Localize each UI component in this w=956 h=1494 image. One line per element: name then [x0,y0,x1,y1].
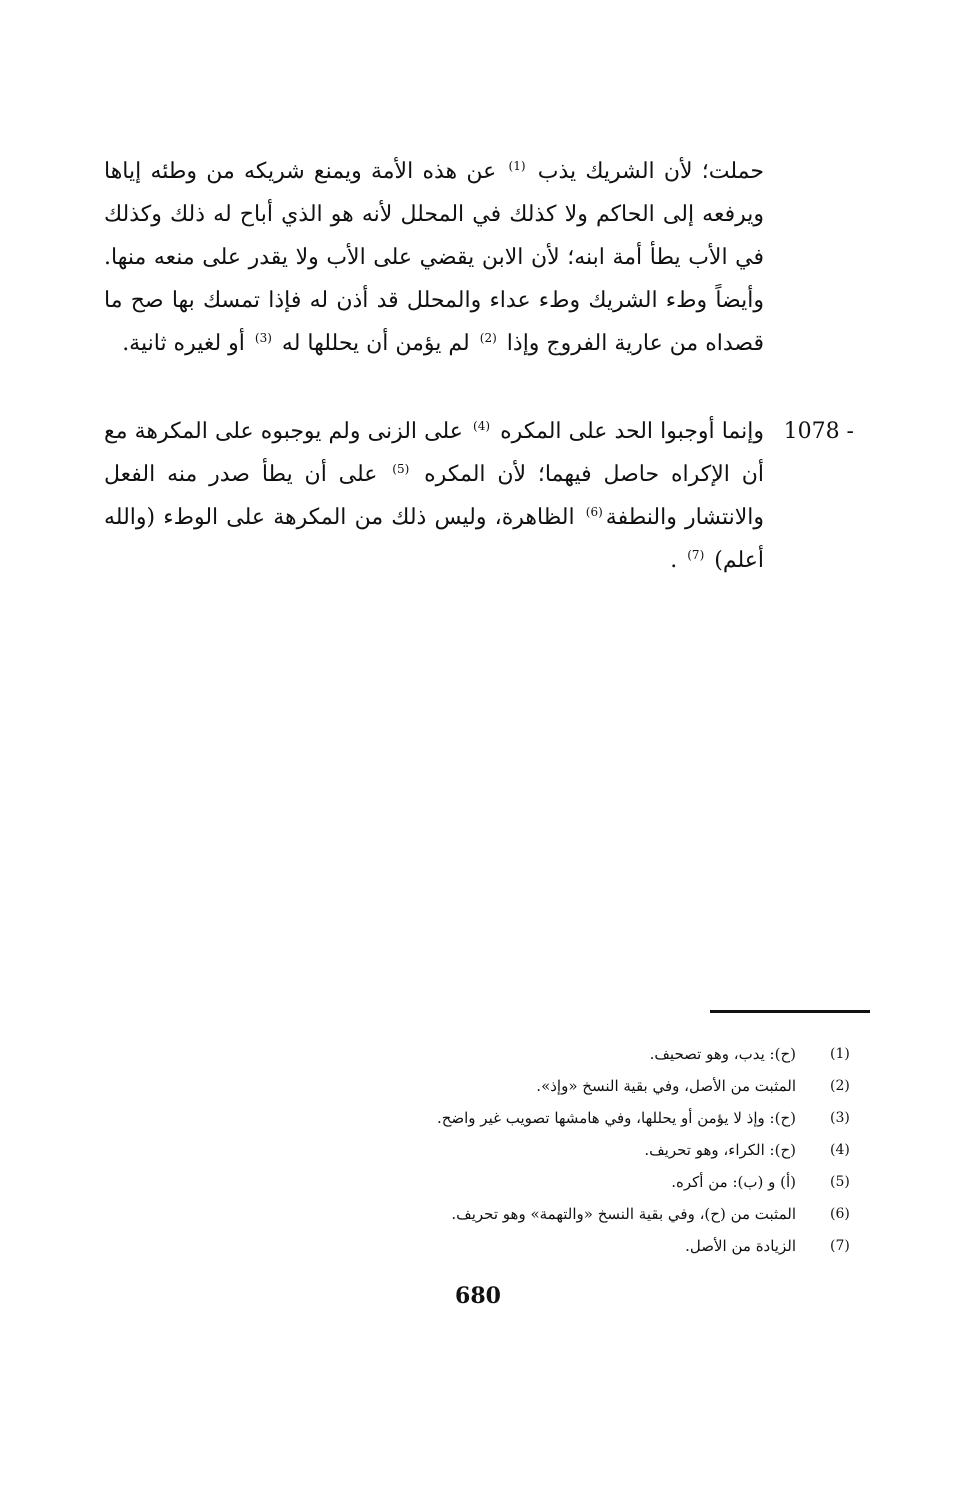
footnote-number: (3) [830,1110,850,1126]
footnote-item [300,1166,852,1198]
para1-text-2: عن هذه الأمة ويمنع شريكه من وطئه إياها ويرفعه إلى الحاكم ولا كذلك في المحلل لأنه هو الذي أباح له ذلك وكذلك في الأب يطأ أمة ابنه؛ لأن الابن يقضي على الأب ولا يقدر على منعه منها. وأيضاً وطء الشريك وطء عداء والمحلل قد أذن له فإذا تمسك بها صح ما قصداه من عارية الفروج وإذا [104,159,764,356]
footnote-text: المثبت من (ح)، وفي بقية النسخ «والتهمة» وهو تحريف. [451,1205,796,1223]
footnote-text: (ح): يدب، وهو تصحيف. [649,1045,796,1063]
item-number: 1078 - [783,419,854,444]
footnote-ref-4: (4) [473,418,491,433]
footnote-number: (4) [830,1142,850,1158]
footnote-ref-3: (3) [254,330,272,345]
body-paragraph-2 [104,410,854,582]
footnote-number: (1) [830,1046,850,1062]
footnote-number: (6) [830,1206,850,1222]
footnote-ref-6: (6) [585,504,603,519]
footnote-ref-2: (2) [479,330,497,345]
para2-text-4: الظاهرة، وليس ذلك من المكرهة على الوطء (والله أعلم) [104,505,764,573]
footnote-ref-5: (5) [392,461,410,476]
footnote-text: (أ) و (ب): من أكره. [671,1173,796,1191]
footnote-text: (ح): الكراء، وهو تحريف. [644,1141,796,1159]
footnote-number: (2) [830,1078,850,1094]
page-number: 680 [455,1283,501,1309]
footnote-divider [710,1010,870,1013]
footnote-ref-7: (7) [687,547,705,562]
para2-text-2: على الزنى ولم يوجبوه على المكرهة مع أن الإكراه حاصل فيهما؛ لأن المكره [104,419,764,487]
footnote-number: (7) [830,1238,850,1254]
para1-text-3: لم يؤمن أن يحللها له [281,331,470,356]
footnote-text: الزيادة من الأصل. [685,1237,796,1255]
body-paragraph-1 [104,150,764,365]
footnote-text: المثبت من الأصل، وفي بقية النسخ «وإذ». [536,1077,796,1095]
footnote-text: (ح): وإذ لا يؤمن أو يحللها، وفي هامشها تصويب غير واضح. [436,1109,796,1127]
para1-text-4: أو لغيره ثانية. [122,331,245,356]
footnote-item [300,1070,852,1102]
footnote-item [300,1102,852,1134]
footnote-item [300,1038,852,1070]
para1-text-1: حملت؛ لأن الشريك يذب [537,159,765,184]
footnote-number: (5) [830,1174,850,1190]
footnote-ref-1: (1) [508,158,526,173]
para2-text-5: . [670,548,678,573]
footnote-item [300,1230,852,1262]
footnotes-list [300,1038,852,1262]
footnote-item [300,1134,852,1166]
footnote-item [300,1198,852,1230]
para2-text-3: على أن يطأ صدر منه الفعل والانتشار والنطفة [104,462,764,530]
para2-text-1: وإنما أوجبوا الحد على المكره [500,419,765,444]
